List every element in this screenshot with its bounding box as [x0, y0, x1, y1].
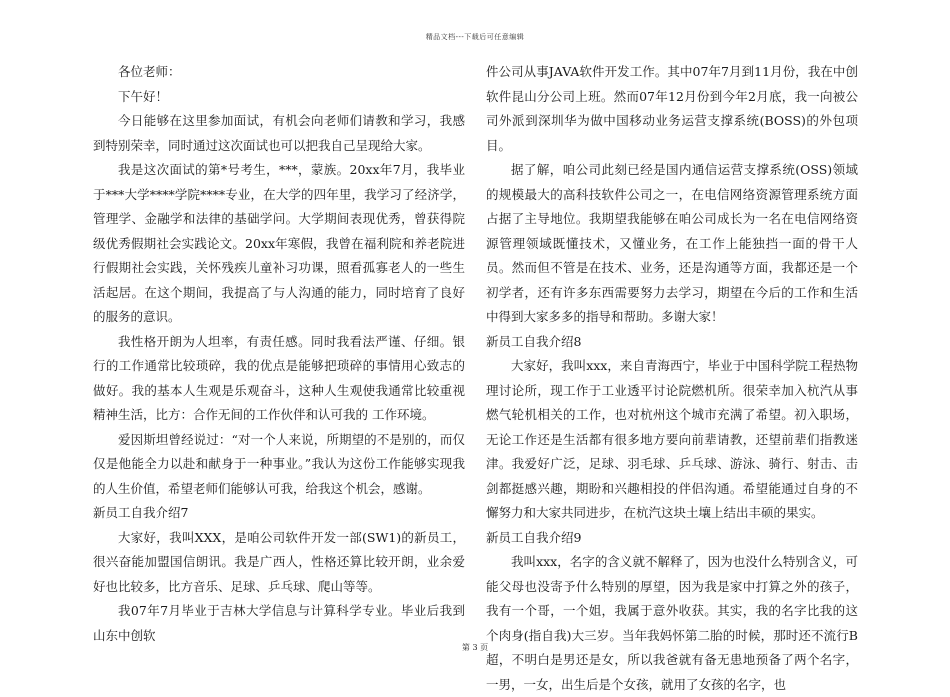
- paragraph: 爱因斯坦曾经说过：“对一个人来说，所期望的不是别的，而仅仅是他能全力以赴和献身于一种事业。”我认为这份工作能够实现我的人生价值，希望老师们能够认可我，给我这个机会，感谢。: [93, 431, 465, 496]
- paragraph: 我07年7月毕业于吉林大学信息与计算科学专业。毕业后我到山东中创软: [93, 603, 465, 643]
- page-number: 第 3 页: [461, 643, 489, 652]
- paragraph: 今日能够在这里参加面试，有机会向老师们请教和学习，我感到特别荣幸，同时通过这次面试也可以把我自己呈现给大家。: [93, 113, 465, 153]
- left-column: [93, 60, 465, 648]
- paragraph: 大家好，我叫XXX，是咱公司软件开发一部(SW1)的新员工，很兴奋能加盟国信朗讯。我是广西人，性格还算比较开朗，业余爱好也比较多，比方音乐、足球、乒乓球、爬山等等。: [93, 529, 465, 594]
- right-column: [486, 60, 858, 697]
- paragraph: 大家好，我叫xxx，来自青海西宁，毕业于中国科学院工程热物理讨论所，现工作于工业透平讨论院燃机所。很荣幸加入杭汽从事燃气轮机相关的工作，也对杭州这个城市充满了希望。初入职场，无论工作还是生活都有很多地方要向前辈请教，还望前辈们指教迷津。我爱好广泛，足球、羽毛球、乒乓球、游泳、骑行、射击、击剑都挺感兴趣，期盼和兴趣相投的伴侣沟通。希望能通过自身的不懈努力和大家共同进步，在杭汽这块土壤上结出丰硕的果实。: [486, 358, 858, 520]
- paragraph: 据了解，咱公司此刻已经是国内通信运营支撑系统(OSS)领域的规模最大的高科技软件公司之一，在电信网络资源管理系统方面占据了主导地位。我期望我能够在咱公司成长为一名在电信网络资源管理领域既懂技术，又懂业务，在工作上能独挡一面的骨干人员。然而但不管是在技术、业务，还是沟通等方面，我都还是一个初学者，还有许多东西需要努力去学习，期望在今后的工作和生活中得到大家多多的指导和帮助。多谢大家！: [486, 162, 858, 324]
- section-heading: 新员工自我介绍9: [486, 529, 582, 545]
- paragraph: 我性格开朗为人坦率，有责任感。同时我看法严谨、仔细。银行的工作通常比较琐碎，我的优点是能够把琐碎的事情用心致志的做好。我的基本人生观是乐观奋斗，这种人生观使我通常比较重视精神生活，比方：合作无间的工作伙伴和认可我的 工作环境。: [93, 333, 465, 422]
- paragraph: 我是这次面试的第*号考生，***，蒙族。20xx年7月，我毕业于***大学****学院****专业，在大学的四年里，我学习了经济学，管理学、金融学和法律的基础学问。大学期间表现优秀，曾获得院级优秀假期社会实践论文。20xx年寒假，我曾在福利院和养老院进行假期社会实践，关怀残疾儿童补习功课，照看孤寡老人的一些生活起居。在这个期间，我提高了与人沟通的能力，同时培育了良好的服务的意识。: [93, 162, 465, 324]
- paragraph: 我叫xxx，名字的含义就不解释了，因为也没什么特别含义，可能父母也没寄予什么特别的厚望，因为我是家中打算之外的孩子，我有一个哥，一个姐，我属于意外收获。其实，我的名字比我的这个肉身(指自我)大三岁。当年我妈怀第二胎的时候，那时还不流行B超，不明白是男还是女，所以我爸就有备无患地预备了两个名字，一男，一女，出生后是个女孩，就用了女孩的名字，也: [486, 554, 858, 692]
- paragraph: 下午好！: [118, 88, 169, 104]
- paragraph-continued: 件公司从事JAVA软件开发工作。其中07年7月到11月份，我在中创软件昆山分公司上班。然而07年12月份到今年2月底，我一向被公司外派到深圳华为做中国移动业务运营支撑系统(BOSS)的外包项目。: [486, 64, 858, 153]
- section-heading: 新员工自我介绍7: [93, 505, 189, 520]
- paragraph: 各位老师：: [118, 64, 181, 79]
- section-heading: 新员工自我介绍8: [486, 333, 582, 349]
- page-header: 精品文档---下载后可任意编辑: [425, 33, 525, 41]
